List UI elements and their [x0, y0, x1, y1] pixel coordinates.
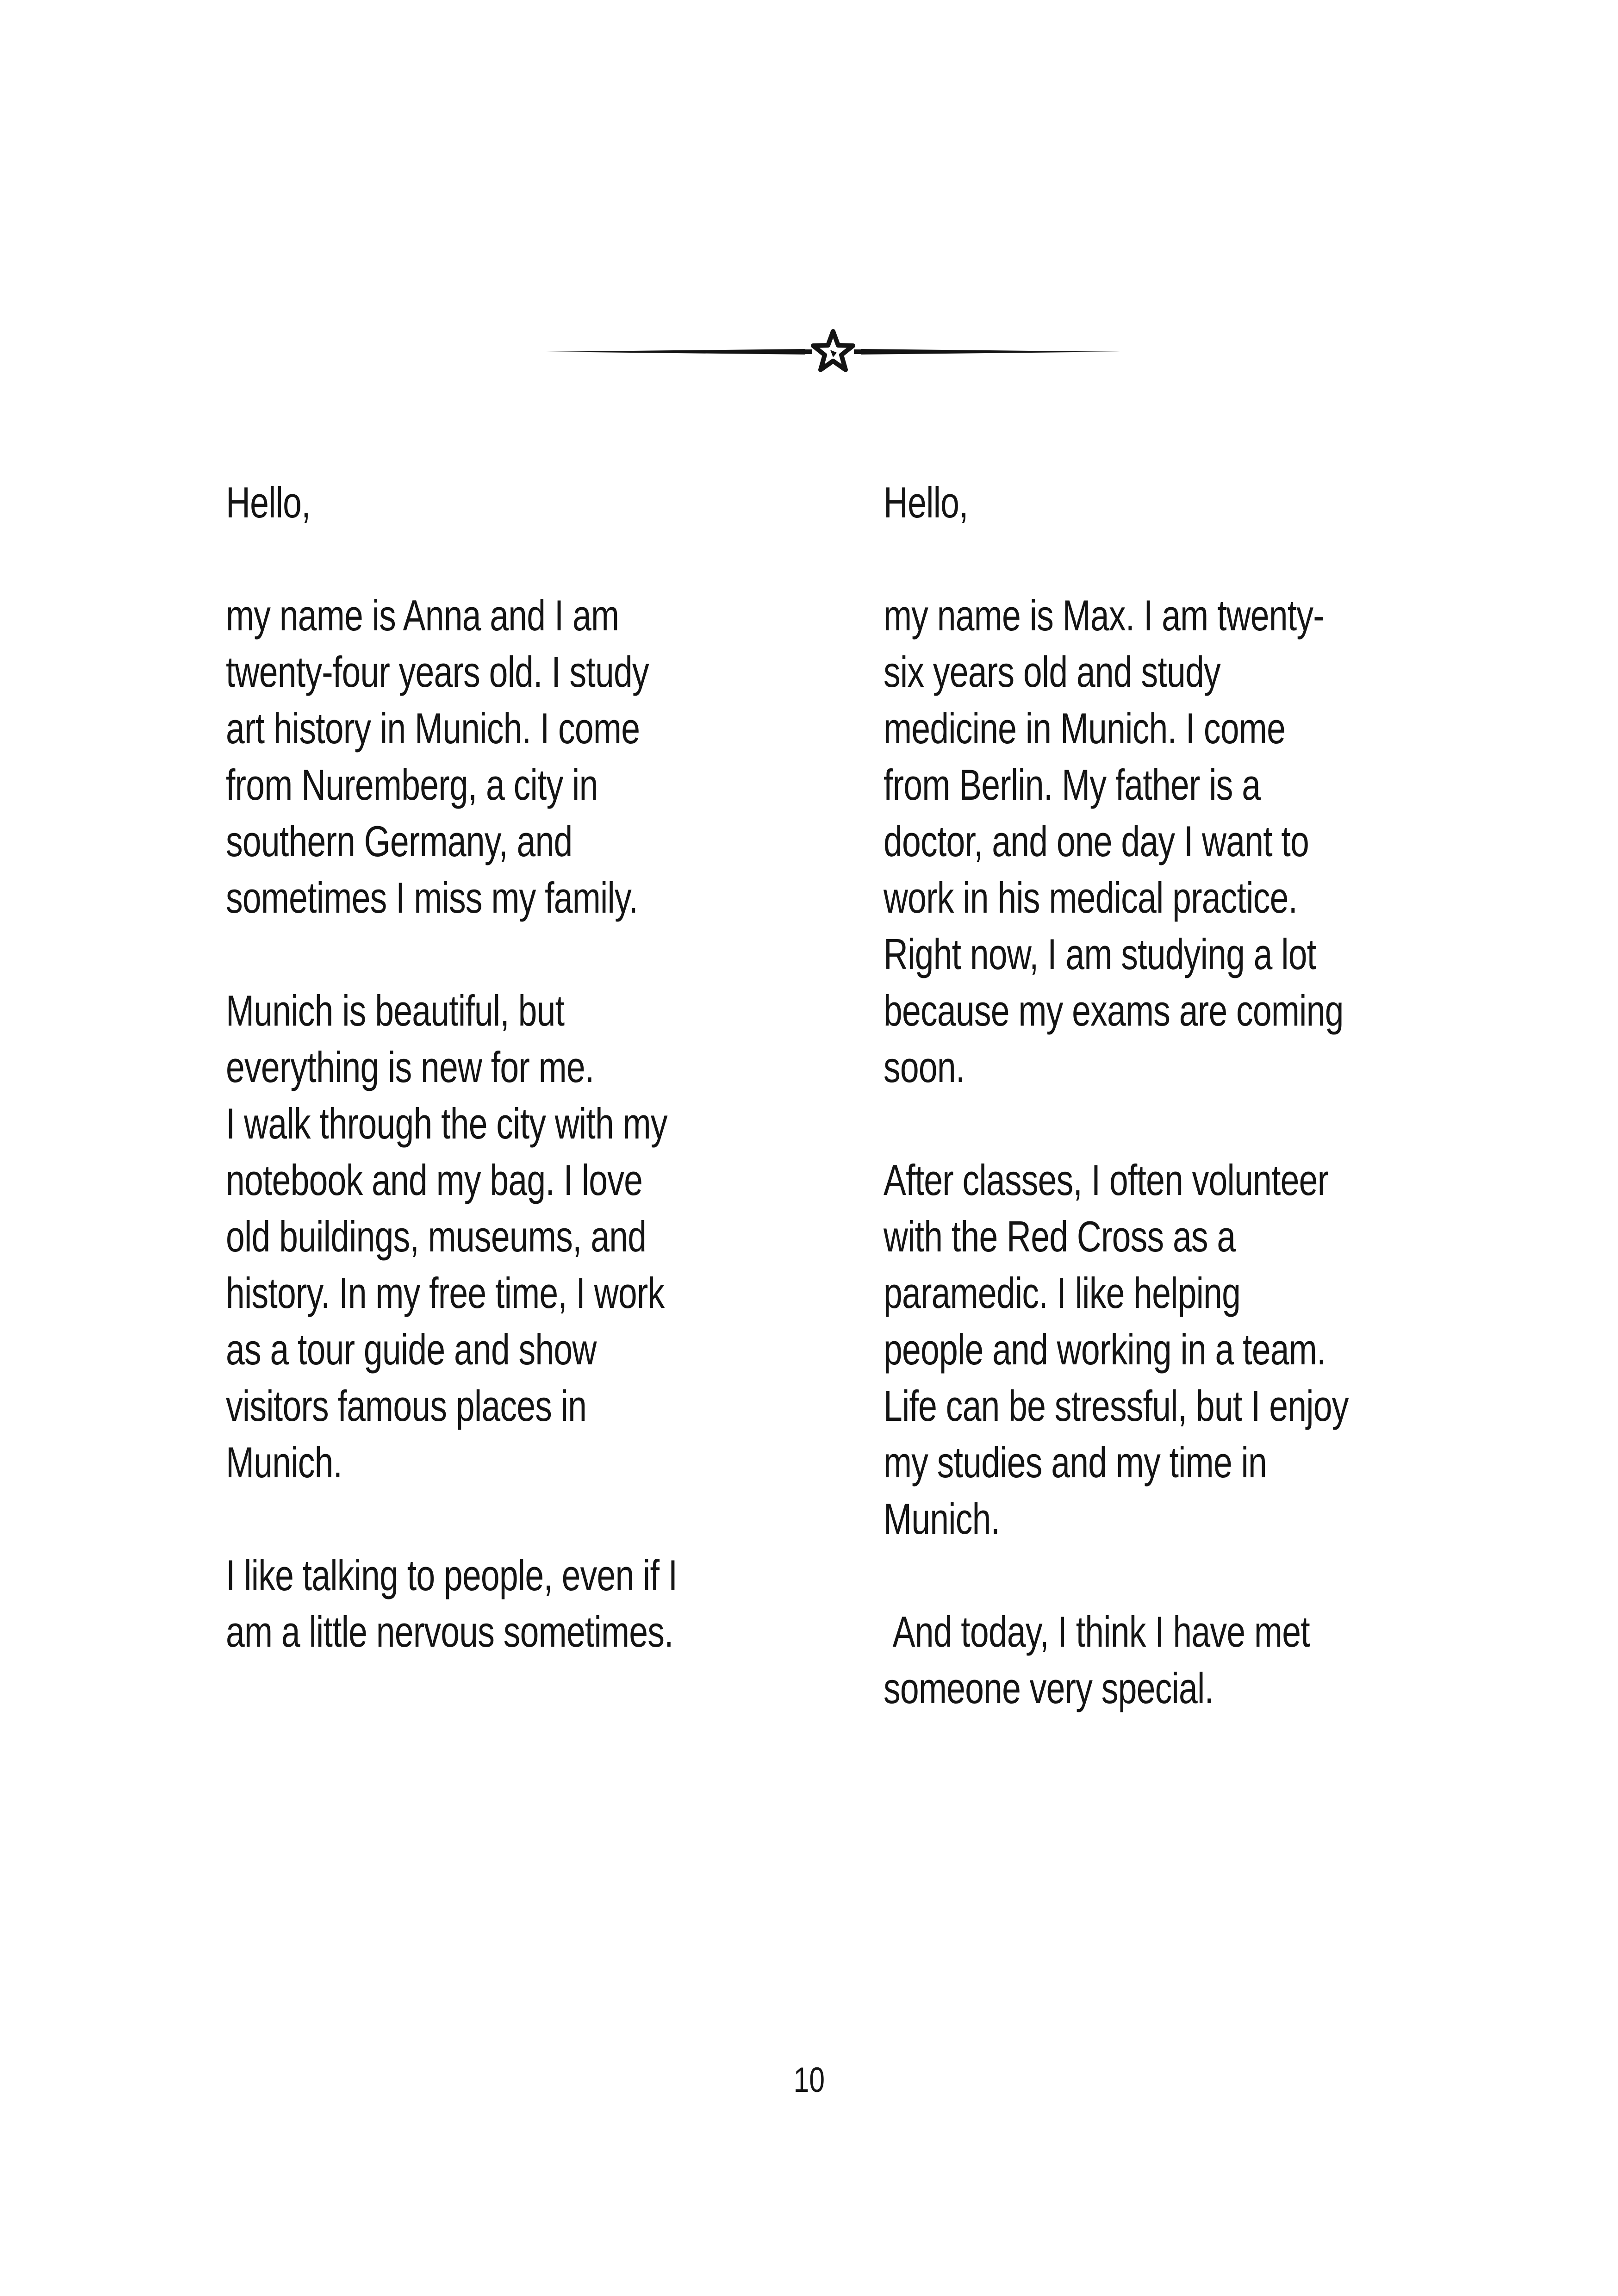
letter-max [884, 474, 1481, 1773]
letter-anna-paragraph-2: Munich is beautiful, but everything is new for me. I walk through the city with my notebook and my bag. I love old buildings, museums, and history. In my free time, I work as a tour guide and show visitors famous places in Munich. [226, 986, 667, 1487]
page-number [0, 2057, 1618, 2103]
letter-max-greeting: Hello, [884, 478, 968, 527]
letter-anna [226, 474, 823, 1717]
page-number-label: 10 [793, 2060, 825, 2100]
letter-max-paragraph-1: my name is Max. I am twenty- six years old and study medicine in Munich. I come from Berlin. My father is a doctor, and one day I want to work in his medical practice. Right now, I am studying a lot because my exams are coming soon. [884, 591, 1344, 1091]
letter-max-paragraph-3: And today, I think I have met someone very special. [884, 1607, 1310, 1712]
star-divider-icon [546, 324, 1120, 380]
letter-anna-greeting: Hello, [226, 478, 311, 527]
letter-anna-paragraph-1: my name is Anna and I am twenty-four years old. I study art history in Munich. I come from Nuremberg, a city in southern Germany, and sometimes I miss my family. [226, 591, 649, 922]
letter-max-paragraph-2: After classes, I often volunteer with the Red Cross as a paramedic. I like helping people and working in a team. Life can be stressful, but I enjoy my studies and my time in Munich. [884, 1156, 1349, 1543]
letter-anna-paragraph-3: I like talking to people, even if I am a little nervous sometimes. [226, 1551, 678, 1656]
